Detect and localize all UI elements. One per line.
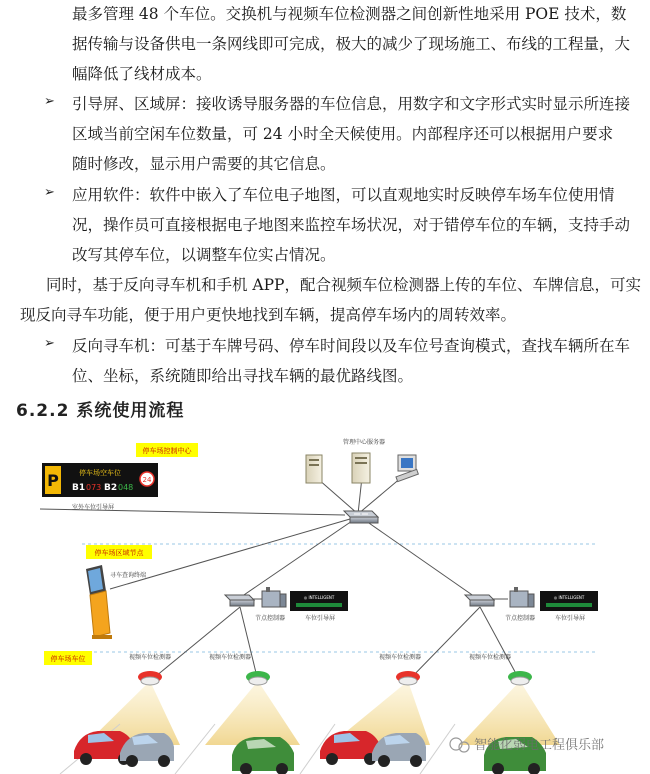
detector-red-1 [138,671,162,685]
text-line: 反向寻车机：可基于车牌号码、停车时间段以及车位号查询模式，查找车辆所在车 [72,337,631,355]
zone-label-area-text: 停车场区域节点 [94,549,144,557]
zone-label-space-text: 停车场车位 [50,655,86,663]
section-title: 6.2.2 系统使用流程 [16,401,185,421]
bullet-arrow-icon: ➢ [44,94,55,109]
node-switch-1 [225,595,254,606]
car-green-1 [232,737,294,774]
text-line: 况，操作员可直接根据电子地图来监控车场状况，对于错停车位的车辆，支持手动 [72,216,631,234]
management-servers [306,453,418,483]
text-line: 区域当前空闲车位数量，可 24 小时全天候使用。内部程序还可以根据用户要求 [72,125,614,143]
svg-text:073: 073 [86,483,102,492]
space-guide-screen-1 [290,591,348,611]
outdoor-guide-screen [42,463,158,497]
node-controller-1-device [262,587,286,607]
text-line: 据传输与设备供电一条网线即可完成，极大的减少了现场施工、布线的工程量，大 [72,35,631,53]
svg-text:◎ INTELLIGENT: ◎ INTELLIGENT [303,595,335,600]
car-red-2 [320,731,380,765]
mgmt-server-label: 管理中心服务器 [342,439,386,446]
text-line: 同时，基于反向寻车机和手机 APP，配合视频车位检测器上传的车位、车牌信息，可实 [46,276,641,294]
text-line: 现反向寻车功能，便于用户更快地找到车辆，提高停车场内的周转效率。 [20,306,517,324]
svg-text:B2: B2 [104,483,118,493]
text-line: 引导屏、区域屏：接收诱导服务器的车位信息，用数字和文字形式实时显示所连接 [72,95,631,113]
detector-3-label: 视频车位检测器 [378,654,422,661]
core-switch [344,511,378,523]
detector-2-label: 视频车位检测器 [208,654,252,661]
text-line: 随时修改，显示用户需要的其它信息。 [72,155,336,173]
watermark-text: 智能化弱电工程俱乐部 [474,738,605,753]
detector-green-2 [246,671,270,685]
outdoor-screen-label: 室外车位引导屏 [72,504,115,511]
svg-text:停车场空车位: 停车场空车位 [79,469,121,477]
system-diagram [0,419,650,774]
text-line: 位、坐标，系统随即给出寻找车辆的最优路线图。 [72,367,414,385]
bullet-arrow-icon: ➢ [44,185,55,200]
detector-red-3 [396,671,420,685]
node-controller-2-label: 节点控制器 [504,615,536,622]
node-controller-1-label: 节点控制器 [254,615,286,622]
space-guide-1-label: 车位引导屏 [304,615,336,622]
bullet-arrow-icon: ➢ [44,336,55,351]
text-line: 改写其停车位，以调整车位实占情况。 [72,246,336,264]
node-controller-2-device [510,587,534,607]
node-switch-2 [465,595,494,606]
detector-1-label: 视频车位检测器 [128,654,172,661]
text-line: 幅降低了线材成本。 [72,65,212,83]
detector-green-4 [508,671,532,685]
text-line: 最多管理 48 个车位。交换机与视频车位检测器之间创新性地采用 POE 技术，数 [72,5,627,23]
text-line: 应用软件：软件中嵌入了车位电子地图，可以直观地实时反映停车场车位使用情 [72,186,615,204]
svg-text:24: 24 [142,476,152,484]
space-guide-2-label: 车位引导屏 [554,615,586,622]
detector-4-label: 视频车位检测器 [468,654,512,661]
svg-text:B1: B1 [72,483,86,493]
kiosk-terminal [86,565,112,639]
watermark [450,737,604,753]
svg-text:◎ INTELLIGENT: ◎ INTELLIGENT [553,595,585,600]
space-guide-screen-2 [540,591,598,611]
zone-label-control-text: 停车场控制中心 [142,447,192,455]
svg-text:P: P [47,471,59,490]
kiosk-label: 寻车查询终端 [110,572,147,579]
svg-text:048: 048 [118,483,134,492]
